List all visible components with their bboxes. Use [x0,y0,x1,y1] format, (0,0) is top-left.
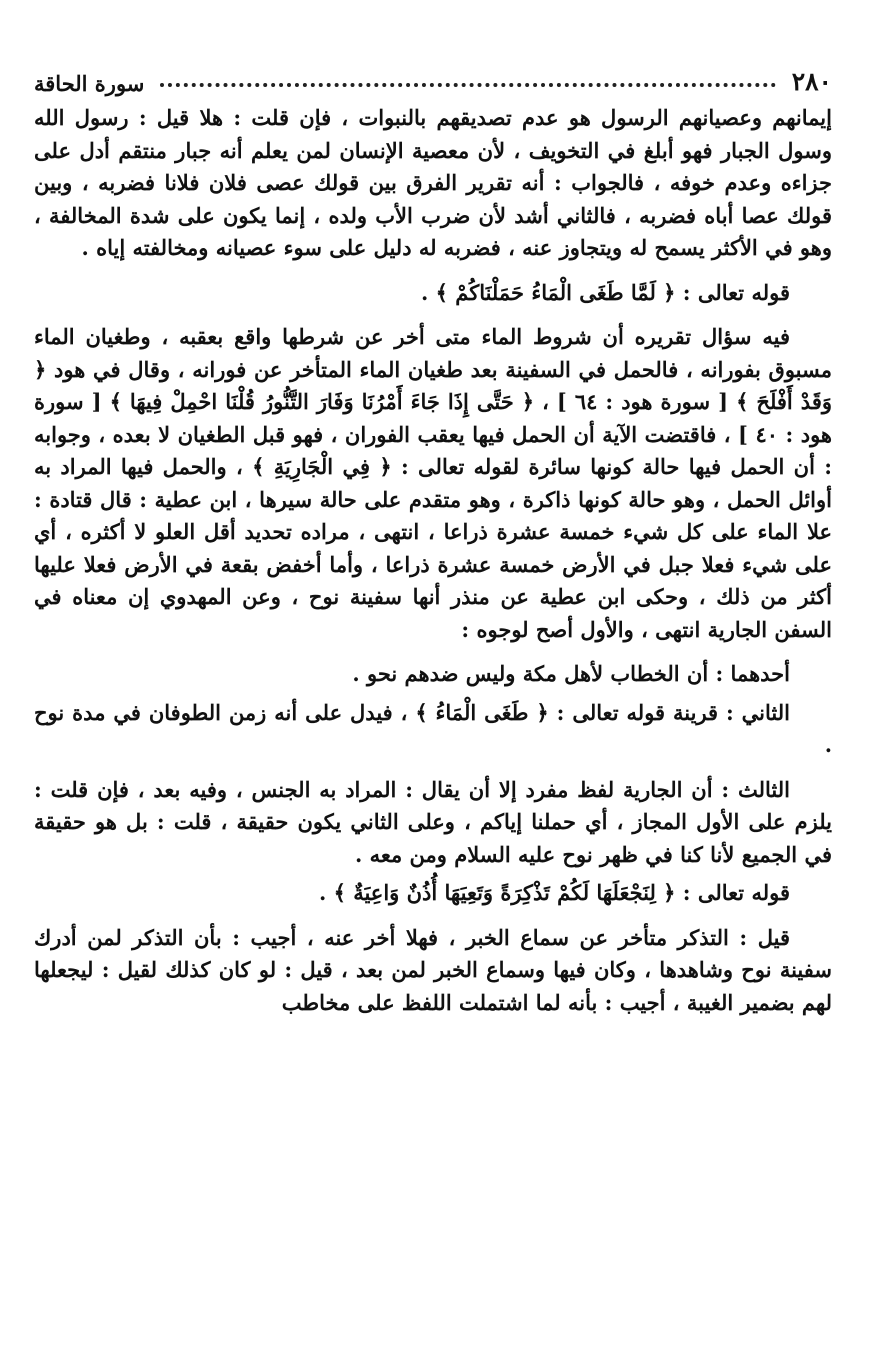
paragraph: قيل : التذكر متأخر عن سماع الخبر ، فهلا أخر عنه ، أجيب : بأن التذكر لمن أدرك سفينة نوح وشاهدها ، وكان فيها وسماع الخبر لمن بعد ، قيل : لو كان كذلك لقيل : ليجعلها لهم بضمير الغيبة ، أجيب : بأنه لما اشتملت اللفظ على مخاطب [34,924,832,1015]
paragraph-continuation: إيمانهم وعصيانهم الرسول هو عدم تصديقهم بالنبوات ، فإن قلت : هلا قيل : رسول الله وسول الجبار فهو أبلغ في التخويف ، لأن معصية الإنسان لمن يعلم أنه جبار منتقم أدل على جزاءه وعدم خوفه ، فالجواب : أنه تقرير الفرق بين قولك عصى فلان فلانا فضربه ، وبين قولك عصا أباه فضربه ، فالثاني أشد لأن ضرب الأب ولده ، إنما يكون على شدة المخالفة ، وهو في الأكثر يسمح له ويتجاوز عنه ، فضربه له دليل على سوء عصيانه ومخالفته إياه . [34,105,832,260]
verse-heading: قوله تعالى : ﴿ لِنَجْعَلَهَا لَكُمْ تَذْكِرَةً وَتَعِيَهَا أُذُنٌ وَاعِيَةٌ ﴾ . [318,880,790,905]
paragraph: فيه سؤال تقريره أن شروط الماء متى أخر عن شرطها واقع بعقبه ، وطغيان الماء مسبوق بفورانه ، فالحمل في السفينة بعد طغيان الماء المتأخر عن فورانه ، وقال في هود ﴿ وَقَدْ أَفْلَحَ ﴾ [ سورة هود : ٦٤ ] ، ﴿ حَتَّى إِذَا جَاءَ أَمْرُنَا وَفَارَ التَّنُّورُ قُلْنَا احْمِلْ فِيهَا ﴾ [ سورة هود : ٤٠ ] ، فاقتضت الآية أن الحمل فيها يعقب الفوران ، فهو قبل الطغيان لا بعده ، وجوابه : أن الحمل فيها حالة كونها سائرة لقوله تعالى : ﴿ فِي الْجَارِيَةِ ﴾ ، والحمل فيها المراد به أوائل الحمل ، وهو حالة كونها ذاكرة ، وهو متقدم على حالة سيرها ، ابن عطية : قال قتادة : علا الماء على كل شيء خمسة عشرة ذراعا ، انتهى ، مراده تحديد أقل العلو لا أكثره ، أي على شيء فعلا جبل في الأرض خمسة عشرة ذراعا ، وأما أخفض بقعة في الأرض فعلا عليها أكثر من ذلك ، وحكى ابن عطية عن منذر أنها سفينة نوح ، وعن المهدوي إن معناه في السفن الجارية انتهى ، والأول أصح لوجوه : [34,324,832,642]
verse-heading: قوله تعالى : ﴿ لَمَّا طَغَى الْمَاءُ حَمَلْنَاكُمْ ﴾ . [420,279,790,305]
paragraph: الثالث : أن الجارية لفظ مفرد إلا أن يقال : المراد به الجنس ، وفيه بعد ، فإن قلت : يلزم على الأول المجاز ، أي حملنا إياكم ، وعلى الثاني يكون حقيقة ، قلت : بل هو حقيقة في الجميع لأنا كنا في ظهر نوح عليه السلام ومن معه . [34,776,832,867]
page-header [34,56,832,96]
paragraph: أحدهما : أن الخطاب لأهل مكة وليس ضدهم نحو . [352,661,790,686]
page-body [34,102,832,1031]
paragraph: الثاني : قرينة قوله تعالى : ﴿ طَغَى الْمَاءُ ﴾ ، فيدل على أنه زمن الطوفان في مدة نوح . [34,699,832,757]
header-dotted-rule [160,83,775,87]
page-number: ٢٨٠ [791,67,832,96]
surah-title: سورة الحاقة [34,71,145,96]
